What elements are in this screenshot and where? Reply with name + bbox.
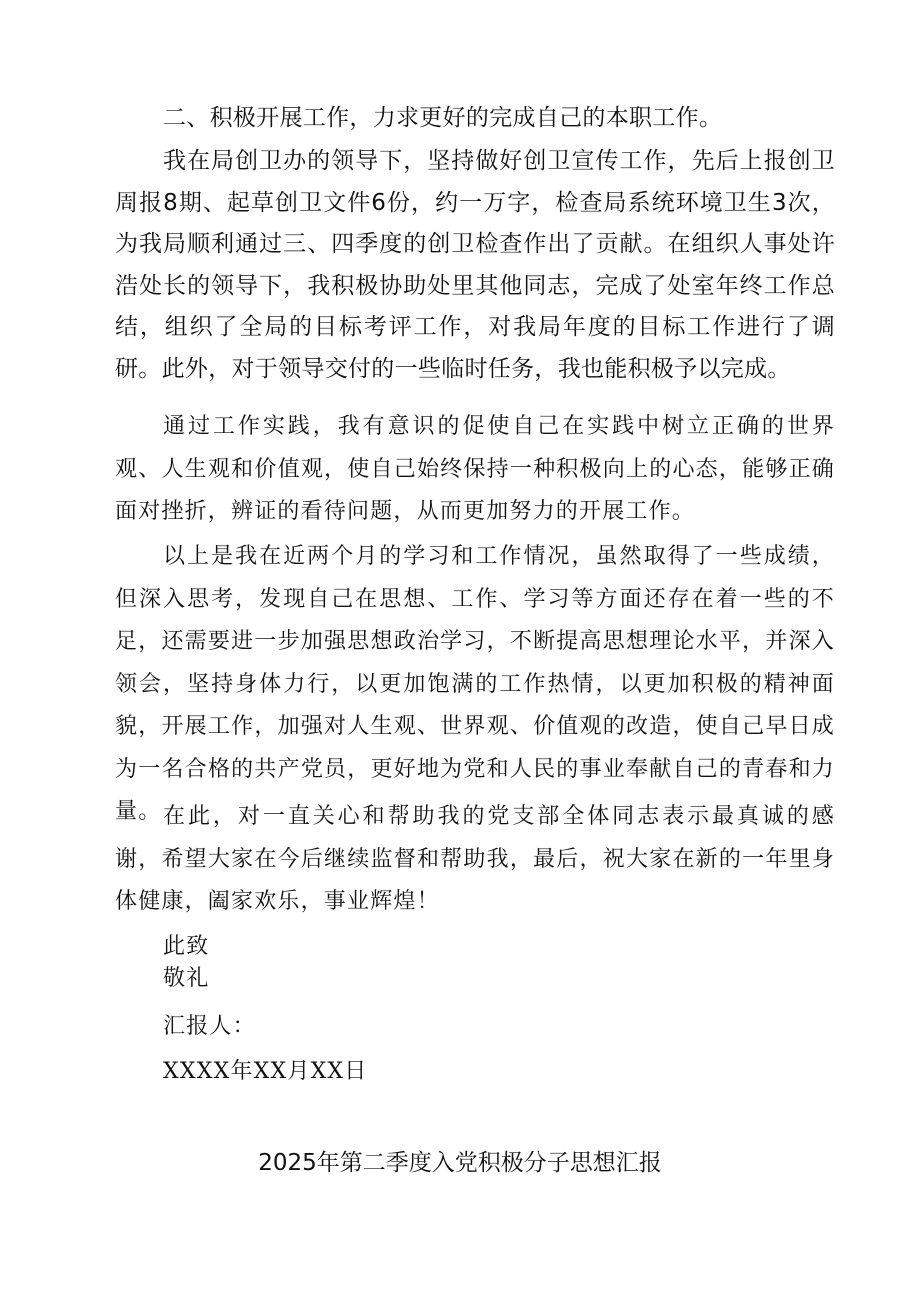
- thanks-paragraph: 在此，对一直关心和帮助我的党支部全体同志表示最真诚的感谢，希望大家在今后继续监督和帮助我，最后，祝大家在新的一年里身体健康，阖家欢乐，事业辉煌！: [115, 804, 835, 914]
- closing-jingli: 敬礼: [163, 966, 210, 991]
- reporter-label: 汇报人：: [163, 1014, 256, 1039]
- summary-paragraph: 以上是我在近两个月的学习和工作情况，虽然取得了一些成绩，但深入思考，发现自己在思想、工作、学习等方面还存在着一些的不足，还需要进一步加强思想政治学习，不断提高思想理论水平，并深入领会，坚持身体力行，以更加饱满的工作热情，以更加积极的精神面貌，开展工作，加强对人生观、世界观、价值观的改造，使自己早日成为一名合格的共产党员，更好地为党和人民的事业奉献自己的青春和力量。: [115, 544, 835, 824]
- section-heading: 二、积极开展工作，力求更好的完成自己的本职工作。: [163, 105, 723, 131]
- practice-paragraph: 通过工作实践，我有意识的促使自己在实践中树立正确的世界观、人生观和价值观，使自己始终保持一种积极向上的心态，能够正确面对挫折，辨证的看待问题，从而更加努力的开展工作。: [115, 414, 835, 524]
- next-report-title: 2025年第二季度入党积极分子思想汇报: [258, 1150, 662, 1176]
- date-line: XXXX年XX月XX日: [163, 1059, 368, 1084]
- closing-cizhi: 此致: [163, 934, 210, 959]
- work-paragraph: 我在局创卫办的领导下，坚持做好创卫宣传工作，先后上报创卫周报8期、起草创卫文件6份，约一万字，检查局系统环境卫生3次，为我局顺利通过三、四季度的创卫检查作出了贡献。在组织人事处许浩处长的领导下，我积极协助处里其他同志，完成了处室年终工作总结，组织了全局的目标考评工作，对我局年度的目标工作进行了调研。此外，对于领导交付的一些临时任务，我也能积极予以完成。: [115, 148, 835, 382]
